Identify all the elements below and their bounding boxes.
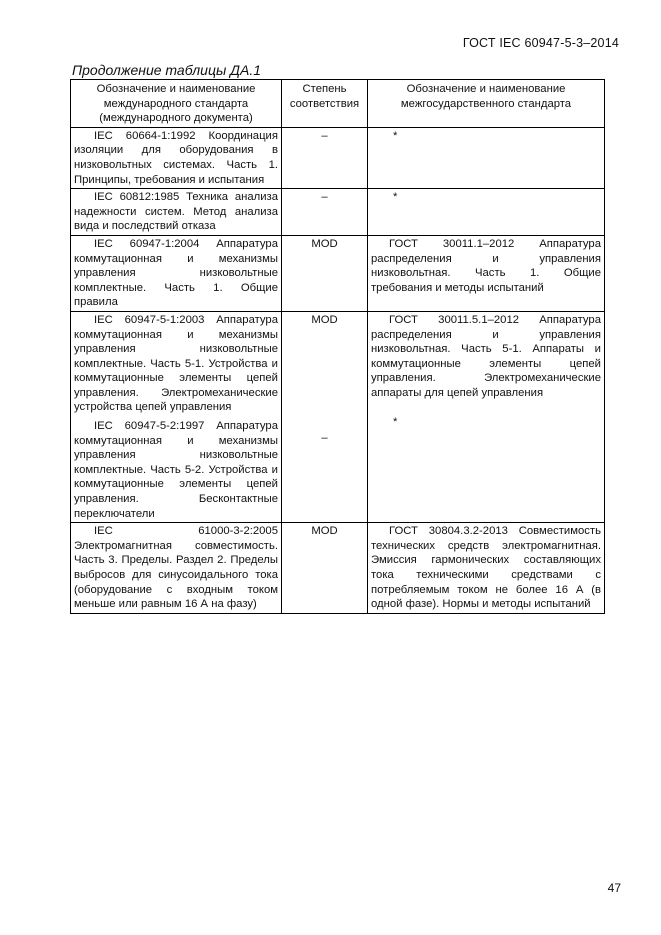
interstate-standard-text-secondary: *	[393, 416, 398, 429]
interstate-standard-text: *	[393, 129, 398, 142]
international-standard-cell	[71, 189, 282, 236]
interstate-standard-text: ГОСТ 30804.3.2-2013 Совместимость технических средств электромагнитная. Эмиссия гармонических составляющих тока техническими средствами с потребляемым током не более 16 А (в одной фазе). Нормы и методы испытаний	[371, 525, 601, 611]
interstate-standard-cell	[368, 523, 605, 614]
table-header-row	[71, 80, 605, 128]
interstate-standard-cell	[368, 235, 605, 311]
degree-value: MOD	[311, 313, 338, 326]
table-row	[71, 127, 605, 188]
degree-cell	[282, 311, 368, 522]
standards-table	[70, 79, 605, 614]
table-caption: Продолжение таблицы ДА.1	[72, 62, 262, 78]
column-header-interstate: Обозначение и наименование межгосударственного стандарта	[368, 80, 605, 128]
table-row	[71, 523, 605, 614]
table-row	[71, 235, 605, 311]
column-header-degree: Степень соответствия	[282, 80, 368, 128]
international-standard-text: IEC 60947-5-1:2003 Аппаратура коммутационная и механизмы управления низковольтные комплектные. Часть 5-1. Устройства и коммутационные элементы цепей управления. Электромеханические устройства цепей управления	[74, 313, 278, 414]
international-standard-cell	[71, 235, 282, 311]
interstate-standard-cell	[368, 189, 605, 236]
international-standard-cell	[71, 523, 282, 614]
international-standard-text-secondary: IEC 60947-5-2:1997 Аппаратура коммутационная и механизмы управления низковольтные комплектные. Часть 5-2. Устройства и коммутационные элементы цепей управления. Бесконтактные переключатели	[74, 420, 278, 520]
document-code-header: ГОСТ IEC 60947-5-3–2014	[462, 36, 619, 50]
interstate-standard-text: ГОСТ 30011.5.1–2012 Аппаратура распределения и управления низковольтная. Часть 5-1. Аппараты и коммутационные элементы цепей управления. Электромеханические аппараты для цепей управления	[371, 313, 601, 399]
degree-cell: MOD	[282, 523, 368, 614]
table-row	[71, 311, 605, 522]
page-number: 47	[607, 881, 621, 895]
international-standard-text: IEC 61000-3-2:2005 Электромагнитная совместимость. Часть 3. Пределы. Раздел 2. Пределы выбросов для синусоидального тока (оборудование с входным током меньше или равным 16 А на фазу)	[74, 525, 278, 611]
column-header-international: Обозначение и наименование международного стандарта (международного документа)	[71, 80, 282, 128]
interstate-standard-text: *	[393, 191, 398, 204]
international-standard-text: IEC 60947-1:2004 Аппаратура коммутационная и механизмы управления низковольтные комплектные. Часть 1. Общие правила	[74, 237, 278, 309]
interstate-standard-cell	[368, 127, 605, 188]
degree-value-secondary: –	[321, 431, 328, 444]
interstate-standard-cell	[368, 311, 605, 522]
degree-cell: MOD	[282, 235, 368, 311]
degree-cell: –	[282, 127, 368, 188]
international-standard-cell	[71, 127, 282, 188]
interstate-standard-text: ГОСТ 30011.1–2012 Аппаратура распределения и управления низковольтная. Часть 1. Общие требования и методы испытаний	[371, 237, 601, 294]
degree-cell: –	[282, 189, 368, 236]
table-row	[71, 189, 605, 236]
international-standard-text: IEC 60664-1:1992 Координация изоляции для оборудования в низковольтных системах. Часть 1. Принципы, требования и испытания	[74, 129, 278, 186]
international-standard-text: IEC 60812:1985 Техника анализа надежности систем. Метод анализа вида и последствий отказа	[74, 191, 278, 233]
international-standard-cell	[71, 311, 282, 522]
